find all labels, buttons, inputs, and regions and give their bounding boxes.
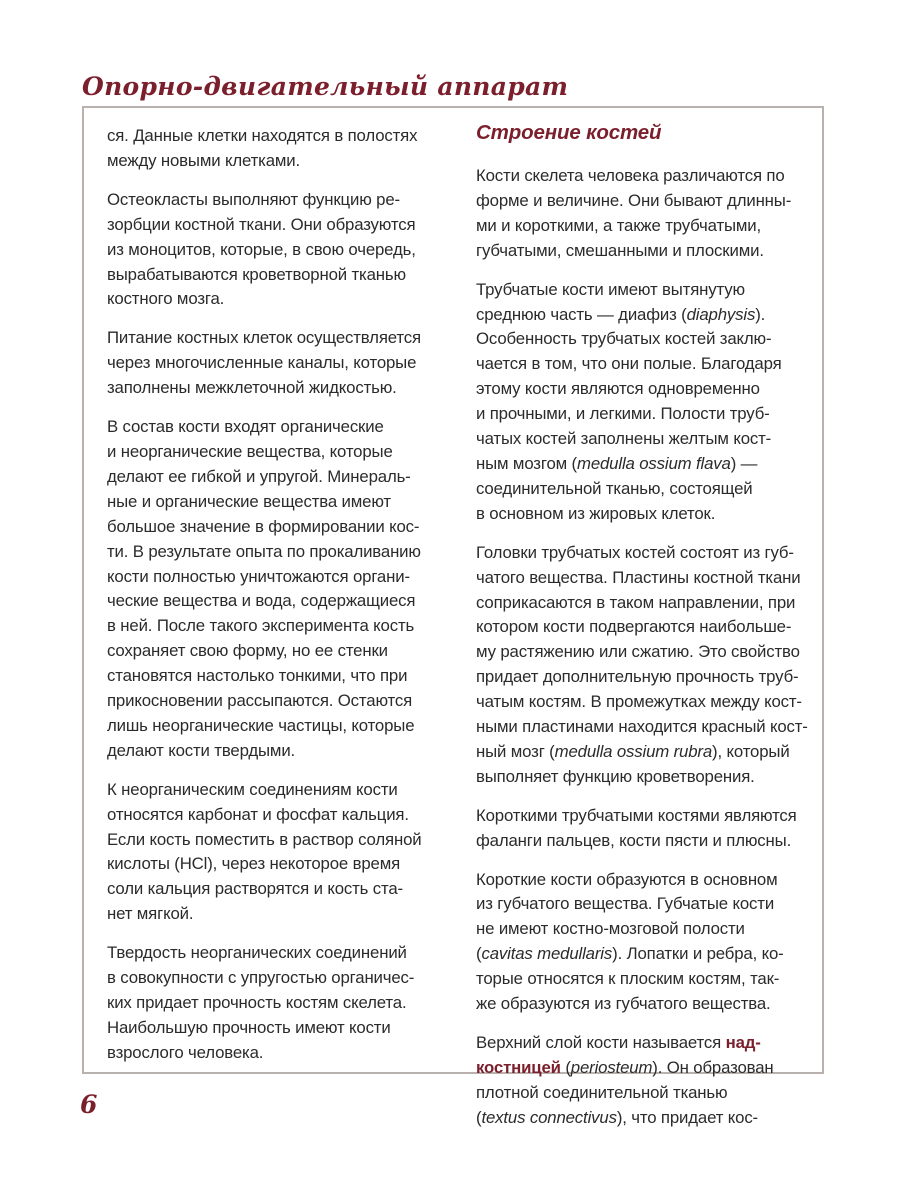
text-line: торые относятся к плоским костям, так- <box>476 969 780 989</box>
text-line: Твердость неорганических соединений <box>107 943 407 963</box>
text-line: вырабатываются кроветворной тканью <box>107 264 406 284</box>
text-line: ти. В результате опыта по прокаливанию <box>107 541 421 561</box>
text-line: костного мозга. <box>107 289 225 309</box>
paragraph <box>107 188 455 313</box>
text-line: сохраняет свою форму, но ее стенки <box>107 641 388 661</box>
text-line: чается в том, что они полые. Благодаря <box>476 354 782 374</box>
paragraph <box>107 778 455 927</box>
latin-term: medulla ossium flava <box>576 453 731 473</box>
text-line: этому кости являются одновременно <box>476 379 760 399</box>
left-column <box>107 124 455 1080</box>
text-line: выполняет функцию кроветворения. <box>476 766 755 786</box>
text-line: Питание костных клеток осуществляется <box>107 328 421 348</box>
paragraph <box>476 164 812 264</box>
text-line: между новыми клетками. <box>107 150 301 170</box>
text-line: ческие вещества и вода, содержащиеся <box>107 591 416 611</box>
text-line: Если кость поместить в раствор соляной <box>107 829 422 849</box>
text-line: же образуются из губчатого вещества. <box>476 994 771 1014</box>
text-line: и неорганические вещества, которые <box>107 441 393 461</box>
paragraph <box>476 541 812 790</box>
text-line: относятся карбонат и фосфат кальция. <box>107 804 409 824</box>
text-line: ся. Данные клетки находятся в полостях <box>107 126 418 145</box>
text-line: придает дополнительную прочность труб- <box>476 667 799 687</box>
text-line: лишь неорганические частицы, которые <box>107 715 415 735</box>
text-line: ными пластинами находится красный кост- <box>476 717 808 737</box>
text-line: костницей (periosteum). Он образован <box>476 1057 774 1077</box>
text-line: прикосновении рассыпаются. Остаются <box>107 691 413 711</box>
text-line: в основном из жировых клеток. <box>476 503 716 523</box>
text-line: ми и короткими, а также трубчатыми, <box>476 215 762 235</box>
key-term: над- <box>725 1033 761 1052</box>
latin-term: diaphysis <box>686 304 756 324</box>
text-line: Верхний слой кости называется над- <box>476 1033 761 1052</box>
paragraph <box>476 804 812 854</box>
text-line: ный мозг (medulla ossium rubra), который <box>476 741 790 761</box>
text-line: ких придает прочность костям скелета. <box>107 993 407 1012</box>
text-line: фаланги пальцев, кости пясти и плюсны. <box>476 830 792 850</box>
text-line: становятся настолько тонкими, что при <box>107 666 408 686</box>
text-line: Короткие кости образуются в основном <box>476 869 778 889</box>
text-line: из моноцитов, которые, в свою очередь, <box>107 239 416 259</box>
text-line: Наибольшую прочность имеют кости <box>107 1017 391 1037</box>
paragraph <box>476 278 812 527</box>
text-line: в ней. После такого эксперимента кость <box>107 616 415 636</box>
text-line: из губчатого вещества. Губчатые кости <box>476 894 775 914</box>
paragraph <box>107 415 455 764</box>
latin-term: textus connectivus <box>481 1107 617 1127</box>
text-line: через многочисленные каналы, которые <box>107 353 417 373</box>
text-line: взрослого человека. <box>107 1042 264 1062</box>
text-line: чатых костей заполнены желтым кост- <box>476 429 772 449</box>
text-line: Головки трубчатых костей состоят из губ- <box>476 542 794 562</box>
text-line: соприкасаются в таком направлении, при <box>476 592 796 612</box>
text-line: заполнены межклеточной жидкостью. <box>107 378 397 398</box>
text-line: Трубчатые кости имеют вытянутую <box>476 279 745 299</box>
text-line: губчатыми, смешанными и плоскими. <box>476 240 764 260</box>
text-line: нет мягкой. <box>107 904 194 924</box>
text-line: кости полностью уничтожаются органи- <box>107 566 410 586</box>
page-number: 6 <box>80 1090 98 1119</box>
text-line: соли кальция растворятся и кость ста- <box>107 879 403 899</box>
key-term: костницей <box>476 1057 561 1077</box>
text-line: Кости скелета человека различаются по <box>476 166 785 185</box>
latin-term: periosteum <box>570 1057 653 1077</box>
paragraph <box>476 1031 812 1131</box>
text-line: в совокупности с упругостью органичес- <box>107 968 415 988</box>
text-line: не имеют костно-мозговой полости <box>476 919 745 939</box>
text-line: форме и величине. Они бывают длинны- <box>476 190 792 210</box>
text-line: плотной соединительной тканью <box>476 1082 728 1102</box>
text-line: Остеокласты выполняют функцию ре- <box>107 189 400 209</box>
paragraph <box>107 941 455 1066</box>
paragraph <box>107 326 455 401</box>
text-line: котором кости подвергаются наибольше- <box>476 617 792 637</box>
text-line: В состав кости входят органические <box>107 417 384 437</box>
running-header: Опорно-двигательный аппарат <box>82 72 569 101</box>
section-title: Строение костей <box>476 121 662 144</box>
latin-term: medulla ossium rubra <box>554 741 713 761</box>
text-line: зорбции костной ткани. Они образуются <box>107 214 416 234</box>
text-line: (textus connectivus), что придает кос- <box>476 1107 758 1127</box>
text-line: чатым костям. В промежутках между кост- <box>476 692 802 712</box>
text-line: ным мозгом (medulla ossium flava) — <box>476 453 758 473</box>
text-line: Особенность трубчатых костей заклю- <box>476 329 772 349</box>
text-line: чатого вещества. Пластины костной ткани <box>476 567 801 587</box>
latin-term: cavitas medullaris <box>481 944 613 964</box>
text-line: (cavitas medullaris). Лопатки и ребра, ко- <box>476 944 784 964</box>
text-line: кислоты (HCl), через некоторое время <box>107 854 401 874</box>
text-line: большое значение в формировании кос- <box>107 516 420 536</box>
text-line: Короткими трубчатыми костями являются <box>476 805 797 825</box>
text-line: му растяжению или сжатию. Это свойство <box>476 642 800 662</box>
text-line: и прочными, и легкими. Полости труб- <box>476 404 770 424</box>
text-line: К неорганическим соединениям кости <box>107 779 398 799</box>
text-line: соединительной тканью, состоящей <box>476 478 753 498</box>
text-line: делают ее гибкой и упругой. Минераль- <box>107 466 411 486</box>
paragraph <box>476 868 812 1017</box>
text-line: делают кости твердыми. <box>107 740 296 760</box>
text-line: ные и органические вещества имеют <box>107 491 391 511</box>
paragraph <box>107 124 455 174</box>
text-line: среднюю часть — диафиз (diaphysis). <box>476 304 766 324</box>
right-column <box>476 118 812 1145</box>
